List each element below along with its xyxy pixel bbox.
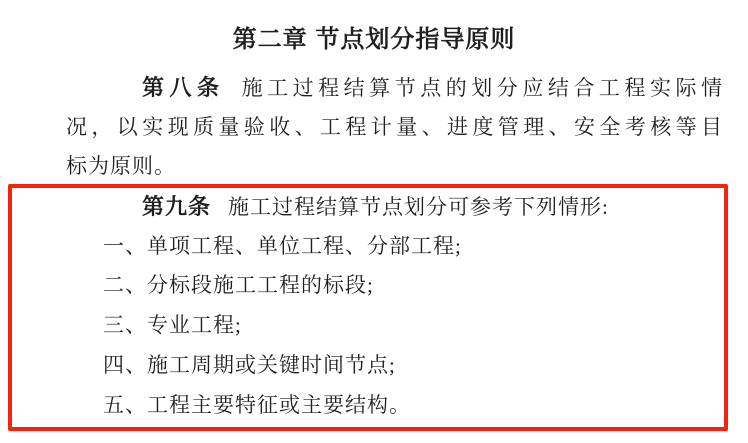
article-9-item-5: 五、工程主要特征或主要结构。: [103, 392, 411, 417]
article-9-item-2: 二、分标段施工工程的标段;: [103, 273, 374, 298]
article-9-heading: 施工过程结算节点划分可参考下列情形:: [228, 195, 609, 220]
chapter-title: 第二章 节点划分指导原则: [232, 26, 516, 53]
article-9-label: 第九条: [142, 194, 212, 220]
article-9-item-4: 四、施工周期或关键时间节点;: [103, 352, 396, 377]
article-9-item-3: 三、专业工程;: [103, 313, 242, 338]
document-body: [66, 68, 722, 425]
article-8-line-2: 况，以实现质量验收、工程计量、进度管理、安全考核等目: [66, 114, 722, 139]
article-8-label: 第八条: [142, 75, 225, 100]
article-8-line-1: [66, 68, 722, 108]
article-9-item-1: 一、单项工程、单位工程、分部工程;: [103, 233, 462, 258]
article-8-line-3: 标为原则。: [66, 154, 176, 179]
article-9-heading-line: [66, 187, 722, 227]
article-8-text-1: 施工过程结算节点的划分应结合工程实际情: [241, 76, 722, 100]
